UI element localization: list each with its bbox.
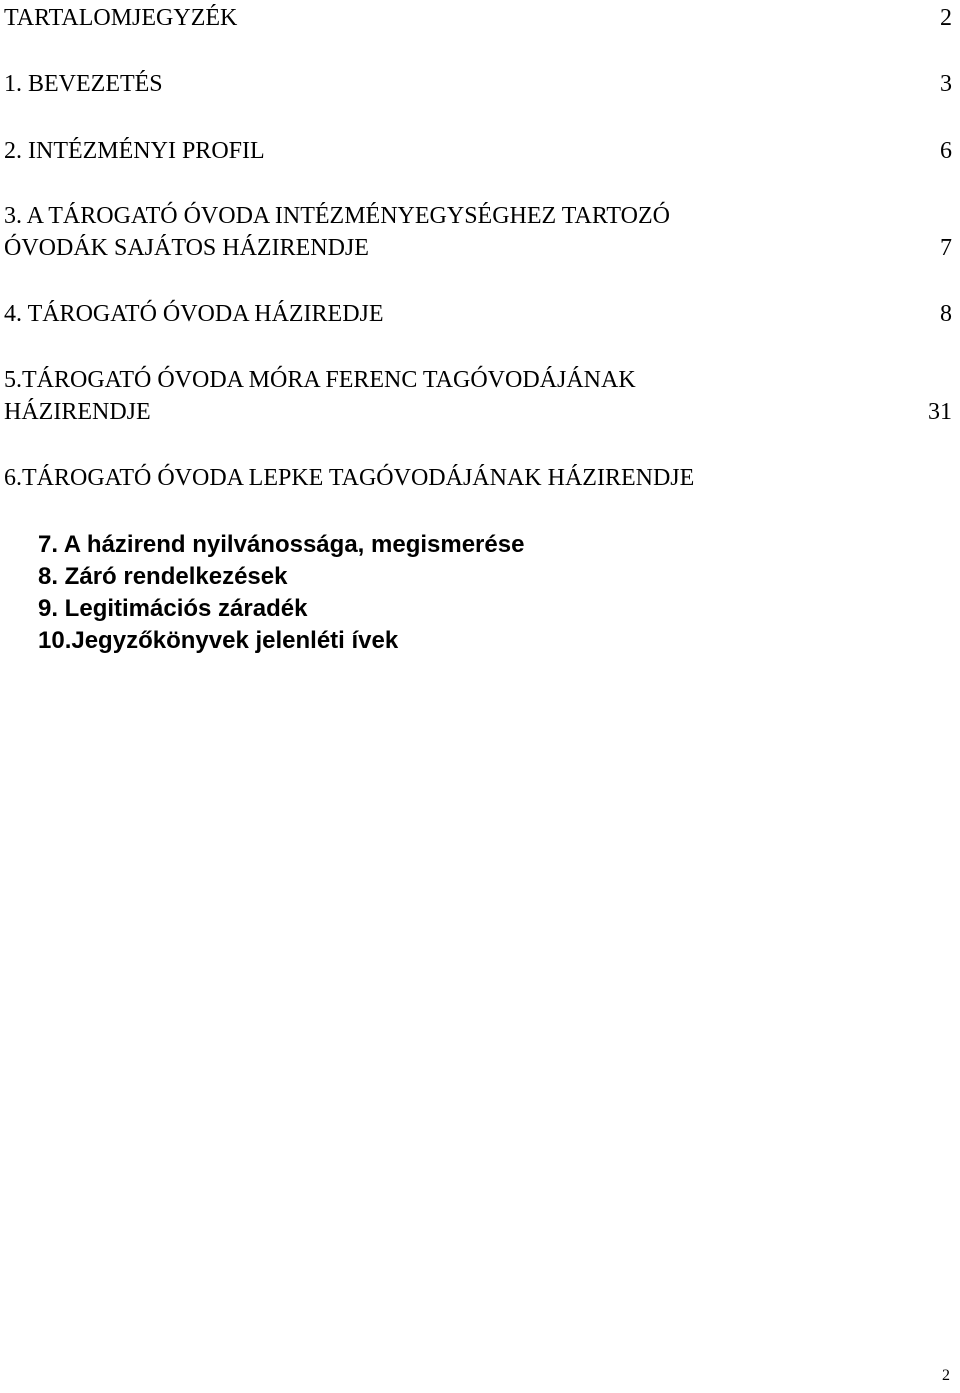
toc-sub-item-9: 9. Legitimációs záradék	[38, 595, 308, 622]
toc-sub-item-7: 7. A házirend nyilvánossága, megismerése	[38, 531, 525, 558]
toc-sub-item-8: 8. Záró rendelkezések	[38, 563, 288, 590]
toc-title: TARTALOMJEGYZÉK	[4, 5, 238, 31]
toc-entry-6: 6.TÁROGATÓ ÓVODA LEPKE TAGÓVODÁJÁNAK HÁZIRENDJE	[4, 465, 695, 491]
toc-entry-1: 1. BEVEZETÉS	[4, 71, 163, 97]
toc-entry-5-line1: 5.TÁROGATÓ ÓVODA MÓRA FERENC TAGÓVODÁJÁNAK	[4, 367, 636, 393]
toc-entry-4-page: 8	[940, 301, 952, 327]
toc-sub-item-10: 10.Jegyzőkönyvek jelenléti ívek	[38, 627, 399, 654]
toc-entry-4: 4. TÁROGATÓ ÓVODA HÁZIREDJE	[4, 301, 384, 327]
toc-entry-5-line2: HÁZIRENDJE	[4, 399, 151, 425]
toc-entry-1-page: 3	[940, 71, 952, 97]
toc-entry-3-line2: ÓVODÁK SAJÁTOS HÁZIRENDJE	[4, 235, 369, 261]
toc-title-page: 2	[940, 5, 952, 31]
toc-entry-2-page: 6	[940, 138, 952, 164]
toc-entry-5-page: 31	[928, 399, 952, 425]
page-number: 2	[942, 1367, 950, 1384]
toc-entry-3-line1: 3. A TÁROGATÓ ÓVODA INTÉZMÉNYEGYSÉGHEZ TARTOZÓ	[4, 203, 670, 229]
toc-entry-3-page: 7	[940, 235, 952, 261]
toc-entry-2: 2. INTÉZMÉNYI PROFIL	[4, 138, 265, 164]
